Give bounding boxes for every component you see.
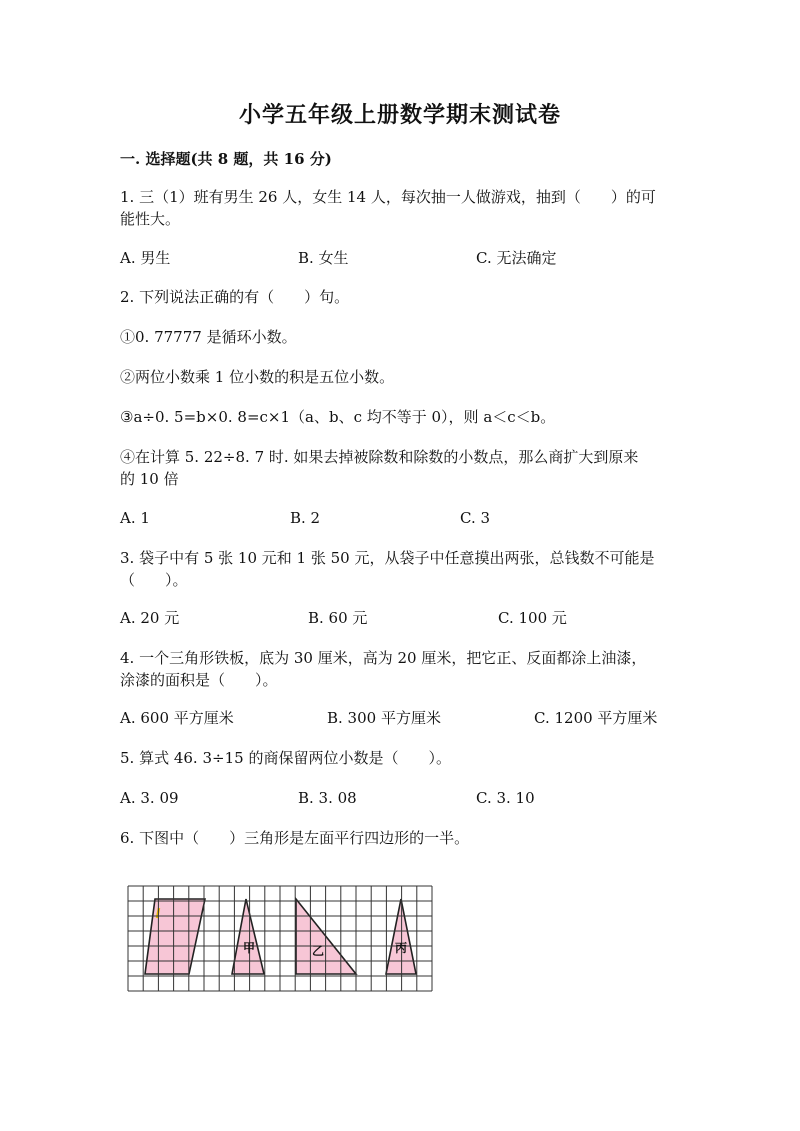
question-2-option-b: B. 2	[290, 509, 321, 527]
triangle-bing-shape	[386, 899, 416, 974]
question-1-text: 1. 三（1）班有男生 26 人，女生 14 人，每次抽一人做游戏，抽到（ ）的可	[120, 188, 656, 206]
question-4-text: 4. 一个三角形铁板，底为 30 厘米，高为 20 厘米，把它正、反面都涂上油漆，	[120, 649, 647, 667]
question-5-option-c: C. 3. 10	[476, 789, 535, 807]
question-3-option-c: C. 100 元	[498, 609, 567, 627]
page-title: 小学五年级上册数学期末测试卷	[238, 102, 561, 128]
label-yi: 乙	[312, 944, 325, 958]
question-2-statement-4: ④在计算 5. 22÷8. 7 时. 如果去掉被除数和除数的小数点，那么商扩大到原来	[120, 448, 639, 466]
question-5-option-b: B. 3. 08	[298, 789, 357, 807]
question-4-option-b: B. 300 平方厘米	[327, 709, 441, 727]
question-3-text: 3. 袋子中有 5 张 10 元和 1 张 50 元，从袋子中任意摸出两张，总钱数不可能是	[120, 549, 655, 567]
question-6-text: 6. 下图中（ ）三角形是左面平行四边形的一半。	[120, 829, 470, 847]
label-bing: 丙	[395, 941, 408, 955]
question-2-statement-1: ①0. 77777 是循环小数。	[120, 328, 297, 346]
label-jia: 甲	[243, 941, 256, 955]
question-1-option-b: B. 女生	[298, 249, 349, 267]
question-2-statement-4-cont: 的 10 倍	[120, 470, 179, 488]
triangle-jia-shape	[232, 899, 264, 974]
question-1-option-c: C. 无法确定	[476, 249, 557, 267]
question-4-option-a: A. 600 平方厘米	[120, 709, 234, 727]
grid-figure	[126, 884, 436, 992]
question-2-option-c: C. 3	[460, 509, 491, 527]
question-1-option-a: A. 男生	[120, 249, 171, 267]
question-2-statement-2: ②两位小数乘 1 位小数的积是五位小数。	[120, 368, 395, 386]
question-3-option-a: A. 20 元	[120, 609, 180, 627]
question-4-text-cont: 涂漆的面积是（ ）。	[120, 671, 278, 689]
grid-lines	[128, 886, 432, 991]
question-2-option-a: A. 1	[120, 509, 150, 527]
question-5-text: 5. 算式 46. 3÷15 的商保留两位小数是（ ）。	[120, 749, 451, 767]
question-1-text-cont: 能性大。	[120, 210, 181, 228]
question-5-option-a: A. 3. 09	[120, 789, 179, 807]
question-3-text-cont: （ ）。	[120, 571, 188, 589]
parallelogram-shape	[145, 899, 205, 974]
question-4-option-c: C. 1200 平方厘米	[534, 709, 658, 727]
question-2-text: 2. 下列说法正确的有（ ）句。	[120, 288, 350, 306]
question-3-option-b: B. 60 元	[308, 609, 368, 627]
section-heading: 一. 选择题(共 8 题，共 16 分)	[120, 150, 332, 168]
question-2-statement-3: ③a÷0. 5=b×0. 8=c×1（a、b、c 均不等于 0），则 a＜c＜b。	[120, 408, 556, 426]
